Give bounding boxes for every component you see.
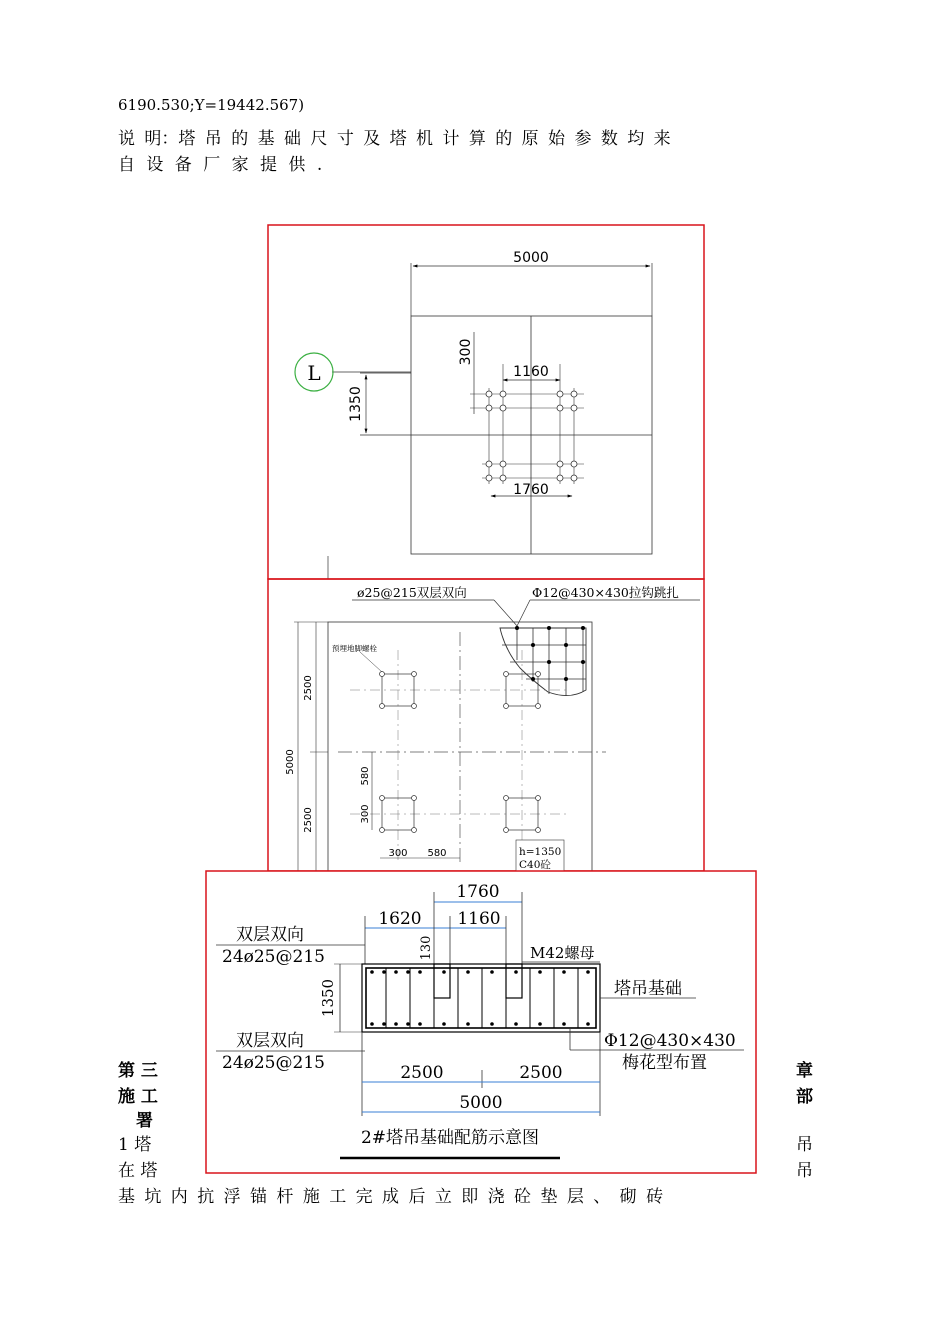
- dim-1760: 1760: [513, 482, 549, 498]
- para-left-1: 1 塔: [118, 1135, 152, 1155]
- dim-300-v: 300: [360, 804, 371, 824]
- chapter-left-1: 第 三: [118, 1061, 158, 1081]
- coordinate-text: 6190.530;Y=19442.567): [118, 96, 305, 114]
- sec-dim-1350: 1350: [319, 978, 337, 1018]
- dim-1350: 1350: [348, 386, 364, 422]
- nut-label: M42螺母: [530, 944, 595, 962]
- foundation-label: 塔吊基础: [614, 979, 682, 999]
- bolt-label: 预埋地脚螺栓: [332, 644, 377, 653]
- chapter-right-2: 部: [796, 1087, 813, 1107]
- para-left-2: 在 塔: [118, 1161, 158, 1181]
- figure-3-section: [206, 871, 756, 1173]
- para-right-1: 吊: [796, 1135, 813, 1155]
- dim-580-h: 580: [427, 848, 447, 859]
- para-right-2: 吊: [796, 1161, 813, 1181]
- chapter-right-1: 章: [796, 1061, 813, 1081]
- c-label: C40砼: [519, 859, 551, 871]
- dim-1160: 1160: [513, 364, 549, 380]
- section-symbol-letter: L: [307, 361, 321, 385]
- chapter-left-3: 署: [136, 1111, 153, 1131]
- figure-2-rebar-plan: [268, 579, 704, 871]
- sec-dim-1760: 1760: [456, 882, 500, 902]
- note-line-2: 自 设 备 厂 家 提 供 .: [118, 155, 323, 175]
- sec-dim-1160: 1160: [457, 909, 501, 929]
- sec-dim-2500-right: 2500: [519, 1063, 563, 1083]
- stirrup-label-2: 梅花型布置: [622, 1053, 707, 1073]
- sec-dim-2500-left: 2500: [400, 1063, 444, 1083]
- dim-5000-v: 5000: [285, 749, 296, 775]
- sec-dim-1620: 1620: [378, 909, 422, 929]
- stirrup-label-1: Φ12@430×430: [604, 1031, 736, 1051]
- dim-2500-bottom: 2500: [303, 807, 314, 833]
- anchor-bolts: [486, 391, 577, 481]
- note-line-1: 说 明：塔 吊 的 基 础 尺 寸 及 塔 机 计 算 的 原 始 参 数 均 来: [118, 129, 671, 149]
- figure-1-frame: [268, 225, 704, 579]
- chapter-left-2: 施 工: [118, 1087, 158, 1107]
- dim-300: 300: [458, 338, 474, 366]
- dim-580-v: 580: [360, 766, 371, 786]
- bottom-bar-label-1: 双层双向: [236, 1031, 304, 1051]
- dim-300-h: 300: [388, 848, 408, 859]
- dim-5000: 5000: [513, 250, 549, 266]
- tie-label: Φ12@430×430拉钩跳扎: [532, 585, 679, 600]
- figure-2-frame: [268, 579, 704, 871]
- bottom-bar-label-2: 24ø25@215: [222, 1053, 325, 1073]
- top-bar-label-1: 双层双向: [236, 925, 304, 945]
- figure-1-plan: [268, 225, 704, 579]
- dim-2500-top: 2500: [303, 675, 314, 701]
- rebar-label: ø25@215双层双向: [357, 585, 467, 600]
- para-line-3: 基 坑 内 抗 浮 锚 杆 施 工 完 成 后 立 即 浇 砼 垫 层 、 砌 砖: [118, 1187, 664, 1207]
- figure-3-title: 2#塔吊基础配筋示意图: [360, 1128, 540, 1148]
- top-bar-label-2: 24ø25@215: [222, 947, 325, 967]
- h-label: h=1350: [519, 846, 562, 858]
- sec-dim-5000: 5000: [459, 1093, 503, 1113]
- sec-dim-130: 130: [419, 935, 434, 961]
- foundation-section: [362, 964, 600, 1032]
